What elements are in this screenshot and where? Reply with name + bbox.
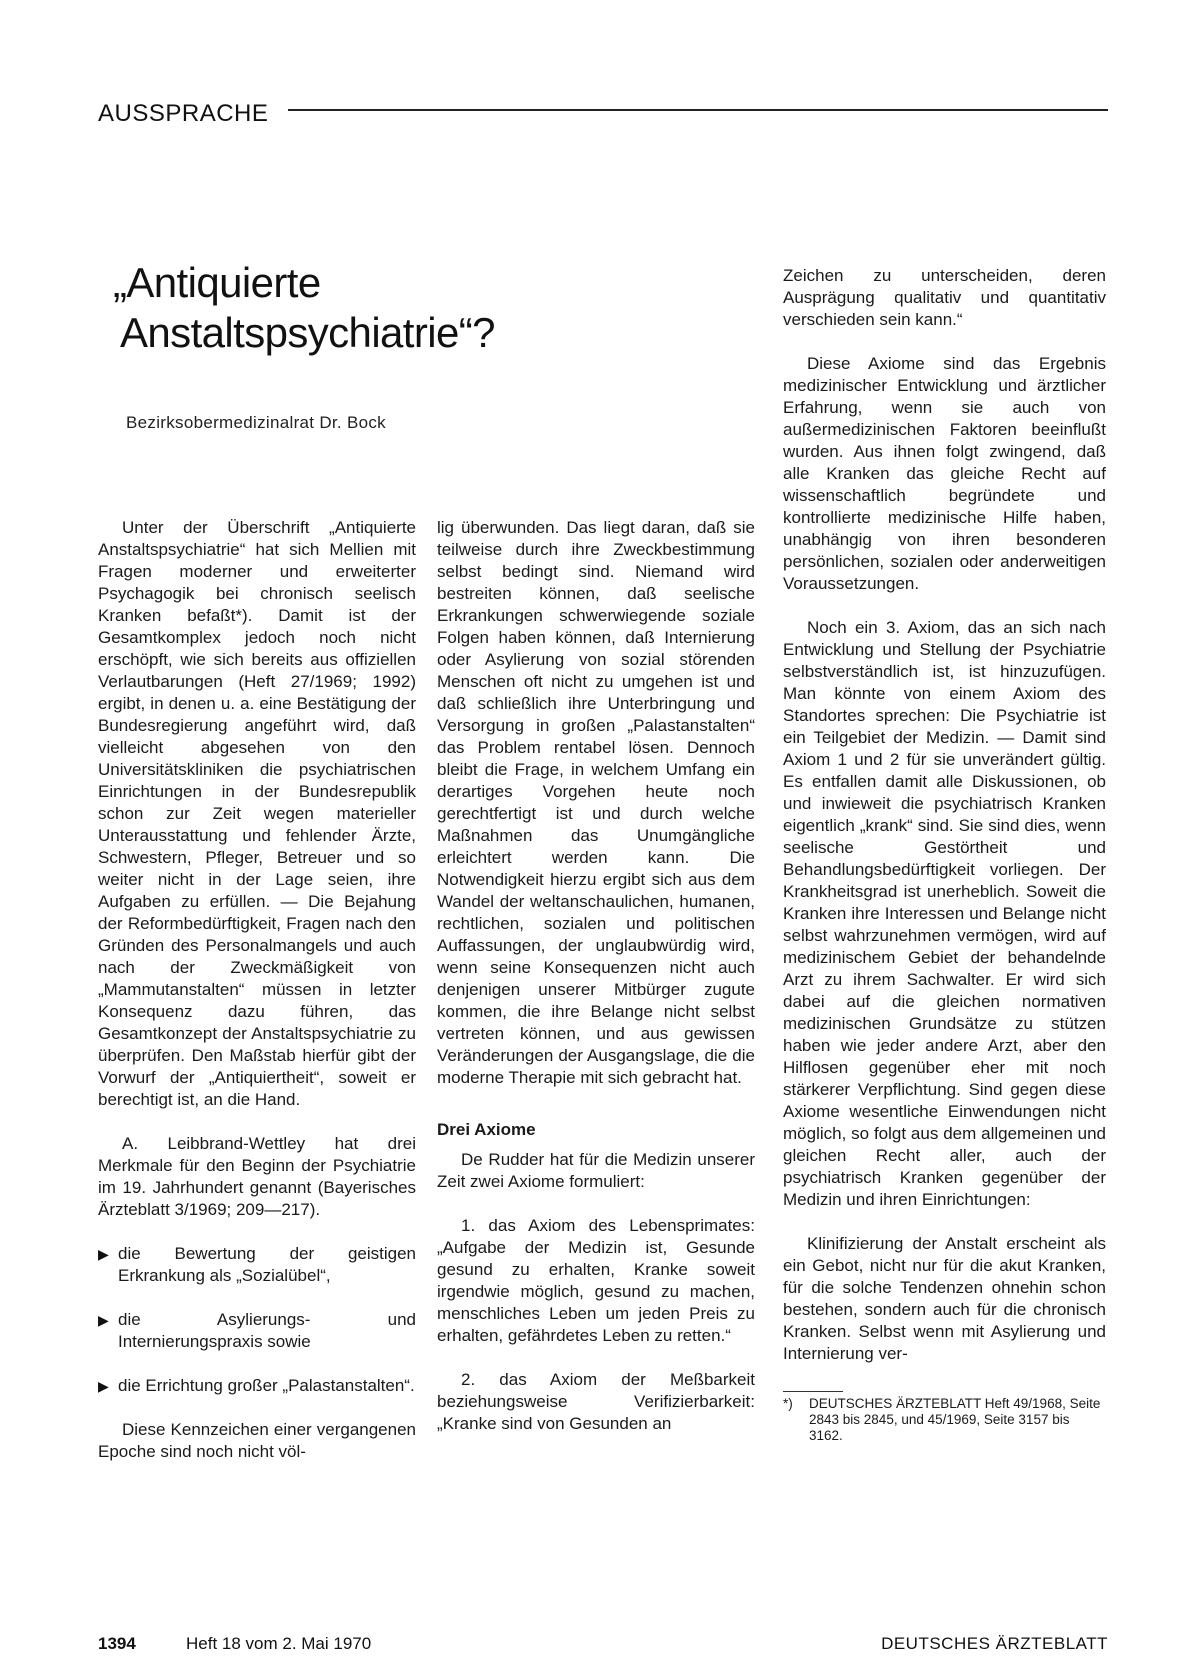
triangle-bullet-icon: ▶ bbox=[98, 1246, 109, 1262]
paragraph: De Rudder hat für die Medizin unserer Zeit zwei Axiome formuliert: bbox=[437, 1150, 755, 1191]
footnote bbox=[783, 1396, 1106, 1444]
list-item-text: die Asylierungs- und Internierungspraxis sowie bbox=[118, 1310, 416, 1351]
list-item bbox=[98, 1243, 416, 1287]
list-item bbox=[98, 1375, 416, 1397]
footnote-mark: *) bbox=[783, 1396, 793, 1411]
paragraph: A. Leibbrand-Wettley hat drei Merkmale für den Beginn der Psychiatrie im 19. Jahrhundert genannt (Bayerisches Ärzteblatt 3/1969; 209—217). bbox=[98, 1134, 416, 1219]
header-rule bbox=[288, 109, 1108, 111]
title-line-1: „Antiquierte bbox=[113, 259, 321, 306]
title-line-2: Anstaltspsychiatrie“? bbox=[120, 309, 495, 356]
column-1 bbox=[98, 517, 416, 1463]
triangle-bullet-icon: ▶ bbox=[98, 1312, 109, 1328]
subheading: Drei Axiome bbox=[437, 1120, 536, 1139]
section-label: AUSSPRACHE bbox=[98, 100, 269, 127]
issue-info: Heft 18 vom 2. Mai 1970 bbox=[186, 1634, 372, 1653]
footnote-text: DEUTSCHES ÄRZTEBLATT Heft 49/1968, Seite 2843 bis 2845, und 45/1969, Seite 3157 bis 3162. bbox=[809, 1396, 1101, 1443]
paragraph: 1. das Axiom des Lebensprimates: „Aufgabe der Medizin ist, Gesunde gesund zu erhalten, Kranke soweit irgendwie möglich, gesund zu machen, menschliches Leben um jeden Preis zu erhalten, gefährdetes Leben zu retten.“ bbox=[437, 1216, 755, 1345]
journal-name: DEUTSCHES ÄRZTEBLATT bbox=[881, 1634, 1108, 1653]
list-item-text: die Bewertung der geistigen Erkrankung als „Sozialübel“, bbox=[118, 1244, 416, 1285]
paragraph: Zeichen zu unterscheiden, deren Ausprägung qualitativ und quantitativ verschieden sein kann.“ bbox=[783, 266, 1106, 329]
paragraph: Unter der Überschrift „Antiquierte Anstaltspsychiatrie“ hat sich Mellien mit Fragen moderner und erweiterter Psychagogik bei chronisch seelisch Kranken befaßt*). Damit ist der Gesamtkomplex jedoch noch nicht erschöpft, wie sich bereits aus offiziellen Verlautbarungen (Heft 27/1969; 1992) ergibt, in denen u. a. eine Bestätigung der Bundesregierung angeführt wird, daß vielleicht abgesehen von den Universitätskliniken die psychiatrischen Einrichtungen in der Bundesrepublik schon zur Zeit wegen materieller Unterausstattung und fehlender Ärzte, Schwestern, Pfleger, Betreuer und so weiter nicht in der Lage seien, ihre Aufgaben zu erfüllen. — Die Bejahung der Reformbedürftigkeit, Fragen nach den Gründen des Personalmangels und auch nach der Zweckmäßigkeit von „Mammutanstalten“ müssen in letzter Konsequenz dazu führen, das Gesamtkonzept der Anstaltspsychiatrie zu überprüfen. Den Maßstab hierfür gibt der Vorwurf der „Antiquiertheit“, soweit er berechtigt ist, an die Hand. bbox=[98, 518, 416, 1109]
article-title bbox=[113, 258, 640, 358]
column-3 bbox=[783, 265, 1106, 1444]
paragraph: 2. das Axiom der Meßbarkeit beziehungsweise Verifizierbarkeit: „Kranke sind von Gesunden an bbox=[437, 1370, 755, 1433]
footnote-rule bbox=[783, 1391, 843, 1392]
page-footer bbox=[98, 1634, 1108, 1658]
list-item bbox=[98, 1309, 416, 1353]
page-number: 1394 bbox=[98, 1634, 136, 1653]
list-item-text: die Errichtung großer „Palastanstalten“. bbox=[118, 1376, 415, 1395]
paragraph: Diese Axiome sind das Ergebnis medizinischer Entwicklung und ärztlicher Erfahrung, wenn sie auch von außermedizinischen Faktoren beeinflußt wurden. Aus ihnen folgt zwingend, daß alle Kranken das gleiche Recht auf wissenschaftlich begründete und kontrollierte medizinische Hilfe haben, unabhängig von ihren besonderen persönlichen, sozialen oder anderweitigen Voraussetzungen. bbox=[783, 354, 1106, 593]
column-2 bbox=[437, 517, 755, 1435]
paragraph: Klinifizierung der Anstalt erscheint als ein Gebot, nicht nur für die akut Kranken, für die solche Tendenzen ohnehin schon bestehen, sondern auch für die chronisch Kranken. Selbst wenn mit Asylierung und Internierung ver- bbox=[783, 1234, 1106, 1363]
author-byline: Bezirksobermedizinalrat Dr. Bock bbox=[126, 413, 386, 432]
page-header bbox=[98, 100, 1108, 140]
paragraph: Noch ein 3. Axiom, das an sich nach Entwicklung und Stellung der Psychiatrie selbstverständlich ist, ist hinzuzufügen. Man könnte von einem Axiom des Standortes sprechen: Die Psychiatrie ist ein Teilgebiet der Medizin. — Damit sind Axiom 1 und 2 für sie unverändert gültig. Es entfallen damit alle Diskussionen, ob und inwieweit die psychiatrisch Kranken eigentlich „krank“ sind. Sie sind dies, wenn seelische Gestörtheit und Behandlungsbedürftigkeit vorliegen. Der Krankheitsgrad ist unerheblich. Soweit die Kranken ihre Interessen und Belange nicht selbst wahrzunehmen vermögen, wird auf medizinischem Gebiet der behandelnde Arzt zu ihrem Sachwalter. Er wird sich dabei auf die gleichen normativen medizinischen Grundsätze zu stützen haben wie jeder andere Arzt, aber den Hilflosen gegenüber eher mit noch stärkerer Verpflichtung. Sind gegen diese Axiome wesentliche Einwendungen nicht möglich, so folgt aus dem allgemeinen und gleichen Recht aller, auch der psychiatrisch Kranken gegenüber der Medizin und ihren Einrichtungen: bbox=[783, 618, 1106, 1209]
paragraph: lig überwunden. Das liegt daran, daß sie teilweise durch ihre Zweckbestimmung selbst bedingt sind. Niemand wird bestreiten können, daß seelische Erkrankungen schwerwiegende soziale Folgen haben können, daß Internierung oder Asylierung von sozial störenden Menschen oft nicht zu umgehen ist und daß schließlich ihre Unterbringung und Versorgung in großen „Palastanstalten“ das Problem rentabel lösen. Dennoch bleibt die Frage, in welchem Umfang ein derartiges Vorgehen heute noch gerechtfertigt ist und durch welche Maßnahmen das Unumgängliche erleichtert werden kann. Die Notwendigkeit hierzu ergibt sich aus dem Wandel der weltanschaulichen, humanen, rechtlichen, sozialen und politischen Auffassungen, der unglaubwürdig wird, wenn seine Konsequenzen nicht auch denjenigen unserer Mitbürger zugute kommen, die ihre Belange nicht selbst vertreten können, und aus gewissen Veränderungen der Ausgangslage, die die moderne Therapie mit sich gebracht hat. bbox=[437, 518, 755, 1087]
triangle-bullet-icon: ▶ bbox=[98, 1378, 109, 1394]
paragraph: Diese Kennzeichen einer vergangenen Epoche sind noch nicht völ- bbox=[98, 1420, 416, 1461]
